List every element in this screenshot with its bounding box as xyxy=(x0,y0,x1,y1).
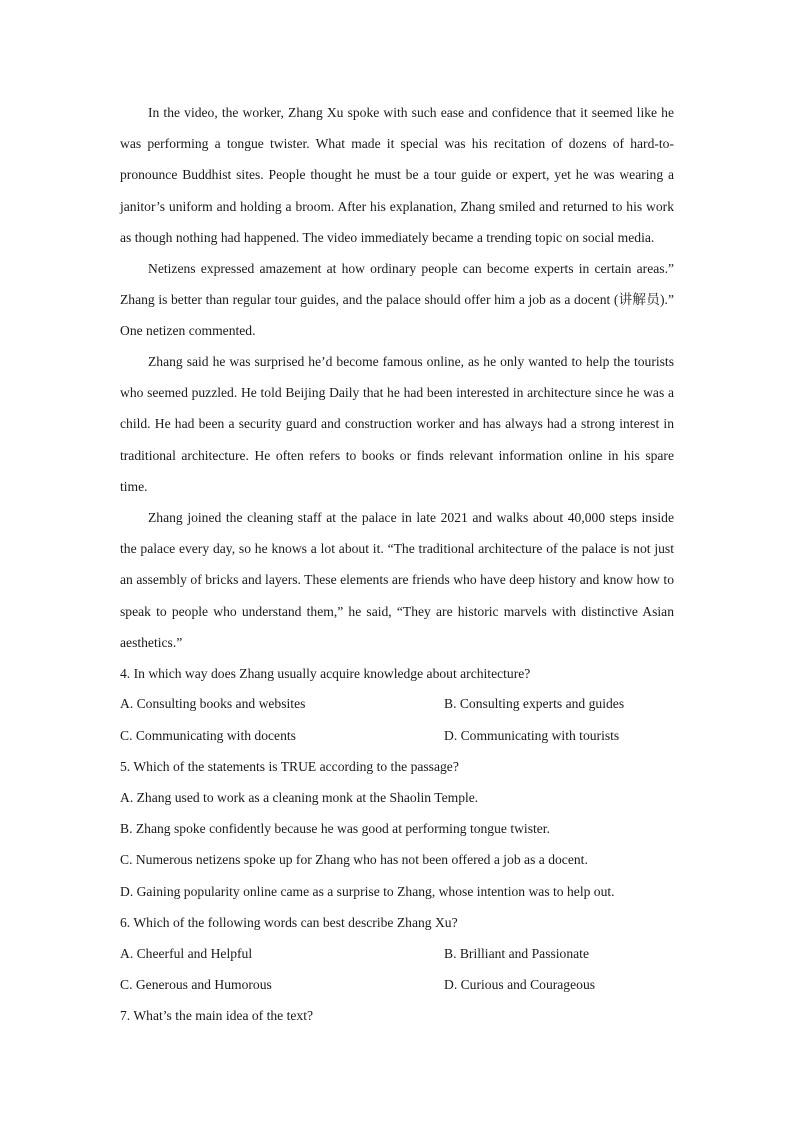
question-6-stem: 6. Which of the following words can best describe Zhang Xu? xyxy=(120,915,458,930)
question-6-option-c: C. Generous and Humorous xyxy=(120,977,272,992)
passage-paragraph-4: Zhang joined the cleaning staff at the palace in late 2021 and walks about 40,000 steps inside the palace every day, so he knows a lot about it. “The traditional architecture of the palace is not just an assembly of bricks and layers. These elements are friends who have deep history and know how to speak to people who understand them,” he said, “They are historic marvels with distinctive Asian aesthetics.” xyxy=(120,510,674,650)
question-4-option-c: C. Communicating with docents xyxy=(120,728,296,743)
question-5-option-b: B. Zhang spoke confidently because he was good at performing tongue twister. xyxy=(120,821,550,836)
question-5-option-a: A. Zhang used to work as a cleaning monk at the Shaolin Temple. xyxy=(120,790,479,805)
passage-paragraph-3: Zhang said he was surprised he’d become famous online, as he only wanted to help the tourists who seemed puzzled. He told Beijing Daily that he had been interested in architecture since he was a child. He had been a security guard and construction worker and has always had a strong interest in traditional architecture. He often refers to books or finds relevant information online in his spare time. xyxy=(120,354,674,494)
question-6-option-a: A. Cheerful and Helpful xyxy=(120,946,253,961)
question-4-stem: 4. In which way does Zhang usually acquire knowledge about architecture? xyxy=(120,666,531,681)
question-4-option-b: B. Consulting experts and guides xyxy=(444,696,625,711)
question-6-option-d: D. Curious and Courageous xyxy=(444,977,596,992)
question-5-stem: 5. Which of the statements is TRUE according to the passage? xyxy=(120,759,459,774)
question-5-option-d: D. Gaining popularity online came as a surprise to Zhang, whose intention was to help out. xyxy=(120,884,615,899)
passage-paragraph-1: In the video, the worker, Zhang Xu spoke with such ease and confidence that it seemed like he was performing a tongue twister. What made it special was his recitation of dozens of hard-to-pronounce Buddhist sites. People thought he must be a tour guide or expert, yet he was wearing a janitor’s uniform and holding a broom. After his explanation, Zhang smiled and returned to his work as though nothing had happened. The video immediately became a trending topic on social media. xyxy=(120,105,674,245)
passage-paragraph-2: Netizens expressed amazement at how ordinary people can become experts in certain areas.” Zhang is better than regular tour guides, and the palace should offer him a job as a docent (讲解员).” One netizen commented. xyxy=(120,261,674,339)
question-4-option-d: D. Communicating with tourists xyxy=(444,728,620,743)
question-7-stem: 7. What’s the main idea of the text? xyxy=(120,1008,314,1023)
question-6-option-b: B. Brilliant and Passionate xyxy=(444,946,589,961)
question-5-option-c: C. Numerous netizens spoke up for Zhang who has not been offered a job as a docent. xyxy=(120,852,588,867)
question-4-option-a: A. Consulting books and websites xyxy=(120,696,306,711)
